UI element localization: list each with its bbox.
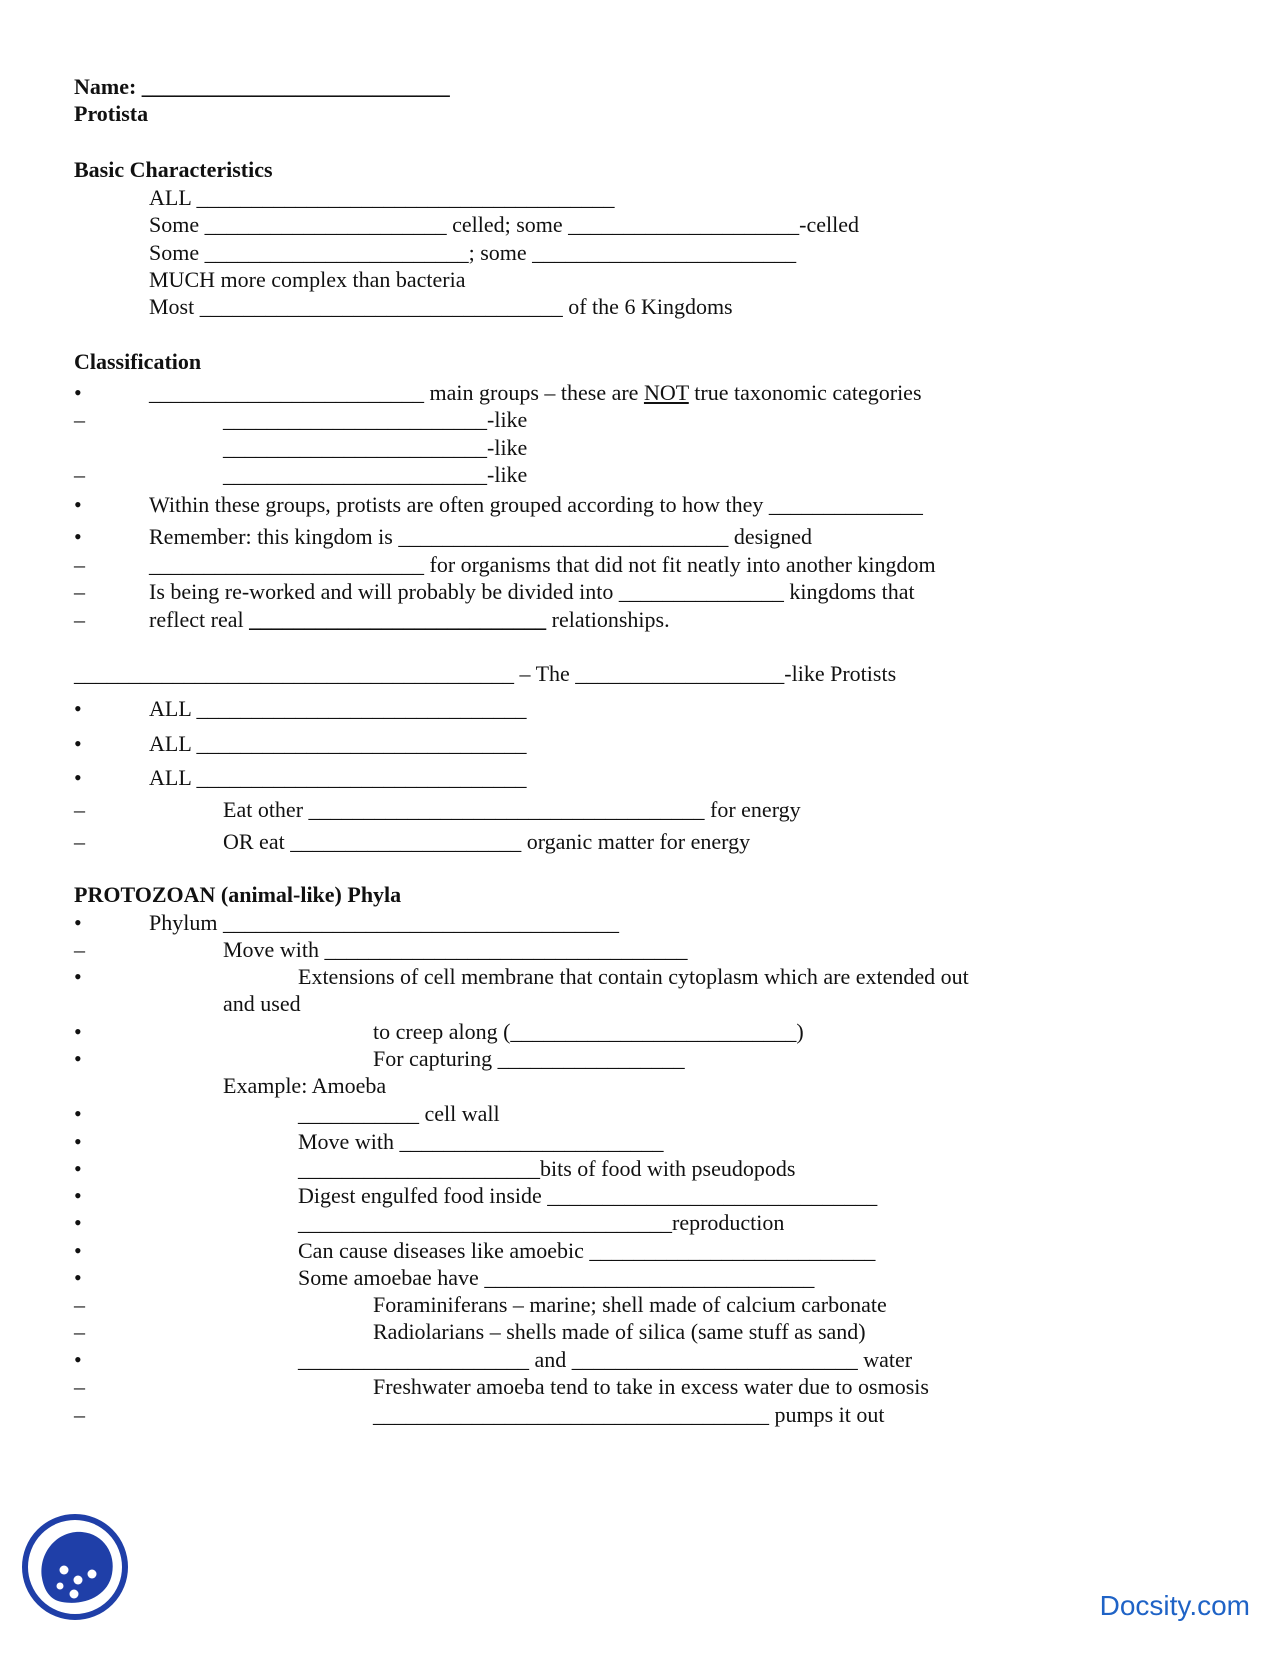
dash: – [74, 407, 85, 432]
protozoan-line-11: __________________________________reproduction [298, 1210, 785, 1235]
docsity-brand-link[interactable]: Docsity.com [1099, 1590, 1250, 1621]
dash: – [74, 579, 85, 604]
docsity-logo-icon[interactable] [20, 1512, 130, 1622]
bullet: • [74, 1238, 82, 1263]
classification-line-6: Remember: this kingdom is ______________________________ designed [149, 524, 813, 549]
dash: – [74, 1319, 85, 1344]
classification-line-8: Is being re-worked and will probably be divided into _______________ kingdoms that [149, 579, 915, 604]
basic-line-3: Some ________________________; some ________________________ [149, 240, 797, 265]
basic-line-2: Some ______________________ celled; some _____________________-celled [149, 212, 860, 237]
section-heading-protozoan: PROTOZOAN (animal-like) Phyla [74, 882, 402, 907]
name-field-label: Name: ____________________________ [74, 74, 450, 99]
protozoan-example: Example: Amoeba [223, 1073, 387, 1098]
bullet: • [74, 910, 82, 935]
page-title: Protista [74, 101, 149, 126]
protozoan-line-8: Move with ________________________ [298, 1129, 664, 1154]
section-heading-classification: Classification [74, 349, 202, 374]
protozoan-line-12: Can cause diseases like amoebic __________________________ [298, 1238, 876, 1263]
animal-like-line-3: ALL ______________________________ [149, 765, 527, 790]
bullet: • [74, 1019, 82, 1044]
bullet: • [74, 1210, 82, 1235]
bullet: • [74, 492, 82, 517]
classification-line-5: Within these groups, protists are often grouped according to how they ______________ [149, 492, 923, 517]
bullet: • [74, 964, 82, 989]
classification-line-9-b: relationships. [546, 607, 670, 632]
dash: – [74, 607, 85, 632]
protozoan-line-3b: and used [223, 991, 301, 1016]
classification-line-9 [149, 607, 670, 633]
basic-line-4: MUCH more complex than bacteria [149, 267, 466, 292]
logo-dot [70, 1590, 79, 1599]
dash: – [74, 462, 85, 487]
classification-line-1 [149, 380, 922, 406]
dash: – [74, 797, 85, 822]
bullet: • [74, 731, 82, 756]
dash: – [74, 829, 85, 854]
bullet: • [74, 1129, 82, 1154]
classification-line-1-a: _________________________ main groups – these are [149, 380, 644, 405]
bullet: • [74, 1265, 82, 1290]
bullet: • [74, 1101, 82, 1126]
bullet: • [74, 1347, 82, 1372]
dash: – [74, 1292, 85, 1317]
protozoan-line-13: Some amoebae have ______________________________ [298, 1265, 815, 1290]
classification-line-1-b: true taxonomic categories [688, 380, 922, 405]
logo-dot [88, 1570, 97, 1579]
protozoan-line-7: ___________ cell wall [298, 1101, 500, 1126]
protozoan-line-10: Digest engulfed food inside ______________________________ [298, 1183, 878, 1208]
protozoan-line-1: Phylum ____________________________________ [149, 910, 619, 935]
logo-dot [57, 1583, 64, 1590]
dash: – [74, 937, 85, 962]
bullet: • [74, 524, 82, 549]
protozoan-line-18: ____________________________________ pumps it out [373, 1402, 885, 1427]
classification-line-3: ________________________-like [223, 435, 528, 460]
protozoan-line-16: _____________________ and __________________________ water [298, 1347, 913, 1372]
animal-like-line-5: OR eat _____________________ organic matter for energy [223, 829, 751, 854]
bullet: • [74, 380, 82, 405]
dash: – [74, 552, 85, 577]
protozoan-line-3a: Extensions of cell membrane that contain cytoplasm which are extended out [298, 964, 969, 989]
basic-line-1: ALL ______________________________________ [149, 185, 615, 210]
protozoan-line-2: Move with _________________________________ [223, 937, 688, 962]
classification-line-9-a: reflect real [149, 607, 250, 632]
relationship-blank: ___________________________ [249, 607, 547, 632]
bullet: • [74, 696, 82, 721]
protozoan-line-15: Radiolarians – shells made of silica (same stuff as sand) [373, 1319, 866, 1344]
bullet: • [74, 1046, 82, 1071]
bullet: • [74, 765, 82, 790]
protozoan-line-14: Foraminiferans – marine; shell made of calcium carbonate [373, 1292, 887, 1317]
classification-line-2: ________________________-like [223, 407, 528, 432]
protozoan-line-9: ______________________bits of food with pseudopods [298, 1156, 796, 1181]
classification-line-4: ________________________-like [223, 462, 528, 487]
logo-dot [60, 1566, 69, 1575]
protozoan-line-4: to creep along (__________________________) [373, 1019, 804, 1044]
protozoan-line-5: For capturing _________________ [373, 1046, 685, 1071]
not-emphasis: NOT [643, 380, 689, 405]
dash: – [74, 1402, 85, 1427]
animal-like-heading: ________________________________________ – The ___________________-like Protists [74, 661, 897, 686]
dash: – [74, 1374, 85, 1399]
logo-dot [74, 1576, 83, 1585]
bullet: • [74, 1156, 82, 1181]
animal-like-line-2: ALL ______________________________ [149, 731, 527, 756]
bullet: • [74, 1183, 82, 1208]
basic-line-5: Most _________________________________ of the 6 Kingdoms [149, 294, 733, 319]
protozoan-line-17: Freshwater amoeba tend to take in excess water due to osmosis [373, 1374, 929, 1399]
animal-like-line-4: Eat other ____________________________________ for energy [223, 797, 801, 822]
classification-line-7: _________________________ for organisms that did not fit neatly into another kingdom [149, 552, 936, 577]
animal-like-line-1: ALL ______________________________ [149, 696, 527, 721]
section-heading-basic: Basic Characteristics [74, 157, 273, 182]
